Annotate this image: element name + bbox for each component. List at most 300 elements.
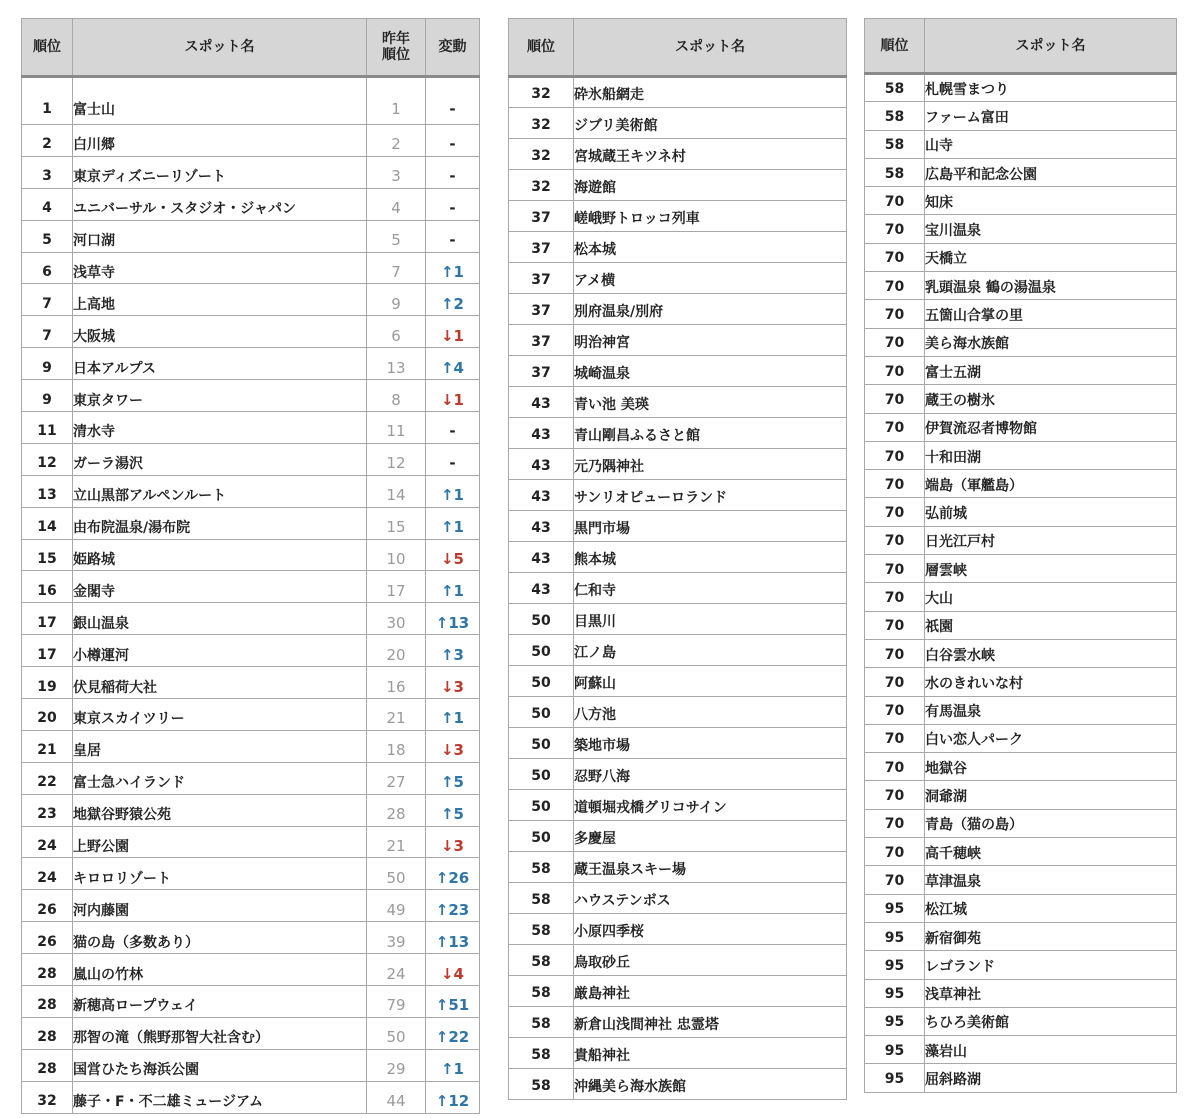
spot-name-cell: 忍野八海 — [574, 759, 847, 790]
rank-cell: 50 — [509, 790, 574, 821]
spot-name-cell: 阿蘇山 — [574, 666, 847, 697]
spot-name-cell: ファーム富田 — [925, 102, 1177, 130]
rank-cell: 11 — [22, 412, 73, 444]
table-row — [22, 475, 480, 507]
spot-name-cell: 浅草神社 — [925, 979, 1177, 1007]
table-row — [22, 412, 480, 444]
spot-name-cell: 上野公園 — [73, 826, 367, 858]
table-row — [509, 480, 847, 511]
table-row — [22, 667, 480, 699]
spot-name-cell: 大阪城 — [73, 316, 367, 348]
header-spot-name: スポット名 — [73, 19, 367, 77]
table-row — [865, 583, 1177, 611]
table-row — [509, 697, 847, 728]
table-row — [865, 555, 1177, 583]
change-cell: - — [426, 125, 480, 157]
rank-cell: 21 — [22, 730, 73, 762]
table-row — [865, 781, 1177, 809]
table-row — [509, 1007, 847, 1038]
rank-cell: 12 — [22, 443, 73, 475]
rank-cell: 70 — [865, 526, 925, 554]
rank-cell: 50 — [509, 635, 574, 666]
rank-cell: 32 — [509, 108, 574, 139]
spot-name-cell: 金閣寺 — [73, 571, 367, 603]
rank-cell: 95 — [865, 1007, 925, 1035]
rank-cell: 70 — [865, 498, 925, 526]
rank-cell: 95 — [865, 922, 925, 950]
spot-name-cell: 端島（軍艦島） — [925, 470, 1177, 498]
rank-cell: 50 — [509, 604, 574, 635]
header-prev-line1: 昨年 — [382, 31, 410, 47]
rank-cell: 58 — [509, 852, 574, 883]
rank-cell: 6 — [22, 252, 73, 284]
table-row — [865, 102, 1177, 130]
change-cell: ↓4 — [426, 954, 480, 986]
rank-cell: 58 — [865, 158, 925, 186]
spot-name-cell: 厳島神社 — [574, 976, 847, 1007]
spot-name-cell: 河口湖 — [73, 220, 367, 252]
spot-name-cell: 草津温泉 — [925, 866, 1177, 894]
table-row — [509, 356, 847, 387]
rank-cell: 50 — [509, 697, 574, 728]
table-row — [865, 838, 1177, 866]
table-row — [509, 511, 847, 542]
spot-name-cell: 道頓堀戎橋グリコサイン — [574, 790, 847, 821]
rank-cell: 70 — [865, 753, 925, 781]
spot-name-cell: 宮城蔵王キツネ村 — [574, 139, 847, 170]
table-row — [865, 130, 1177, 158]
table-row — [509, 263, 847, 294]
spot-name-cell: 東京タワー — [73, 380, 367, 412]
rank-cell: 58 — [509, 1069, 574, 1100]
rank-cell: 37 — [509, 263, 574, 294]
spot-name-cell: 江ノ島 — [574, 635, 847, 666]
table-row — [509, 573, 847, 604]
rank-cell: 70 — [865, 781, 925, 809]
previous-rank-cell: 49 — [367, 890, 426, 922]
table-row — [22, 380, 480, 412]
table-row — [22, 890, 480, 922]
spot-name-cell: 目黒川 — [574, 604, 847, 635]
table-row — [865, 441, 1177, 469]
change-cell: ↑1 — [426, 699, 480, 731]
table-row — [22, 794, 480, 826]
change-cell: ↓3 — [426, 826, 480, 858]
spot-name-cell: 山寺 — [925, 130, 1177, 158]
previous-rank-cell: 7 — [367, 252, 426, 284]
table-row — [865, 1007, 1177, 1035]
table-row — [865, 300, 1177, 328]
table-row — [865, 187, 1177, 215]
rank-cell: 43 — [509, 511, 574, 542]
rank-cell: 58 — [509, 945, 574, 976]
previous-rank-cell: 5 — [367, 220, 426, 252]
spot-name-cell: 元乃隅神社 — [574, 449, 847, 480]
spot-name-cell: 白い恋人パーク — [925, 724, 1177, 752]
change-cell: ↑5 — [426, 762, 480, 794]
rank-cell: 70 — [865, 611, 925, 639]
rank-cell: 43 — [509, 480, 574, 511]
previous-rank-cell: 1 — [367, 77, 426, 125]
rank-cell: 24 — [22, 858, 73, 890]
spot-name-cell: 水のきれいな村 — [925, 668, 1177, 696]
spot-name-cell: 貴船神社 — [574, 1038, 847, 1069]
rank-cell: 37 — [509, 294, 574, 325]
spot-name-cell: 沖縄美ら海水族館 — [574, 1069, 847, 1100]
previous-rank-cell: 50 — [367, 1017, 426, 1049]
change-cell: ↓1 — [426, 380, 480, 412]
spot-name-cell: 青い池 美瑛 — [574, 387, 847, 418]
rank-cell: 7 — [22, 316, 73, 348]
spot-name-cell: 五箇山合掌の里 — [925, 300, 1177, 328]
previous-rank-cell: 4 — [367, 188, 426, 220]
previous-rank-cell: 8 — [367, 380, 426, 412]
table-row — [22, 730, 480, 762]
spot-name-cell: 美ら海水族館 — [925, 328, 1177, 356]
change-cell: ↑51 — [426, 986, 480, 1018]
previous-rank-cell: 3 — [367, 156, 426, 188]
table-row — [22, 125, 480, 157]
rank-cell: 70 — [865, 696, 925, 724]
spot-name-cell: 築地市場 — [574, 728, 847, 759]
table-row — [509, 976, 847, 1007]
spot-name-cell: 屈斜路湖 — [925, 1064, 1177, 1092]
previous-rank-cell: 20 — [367, 635, 426, 667]
rank-cell: 7 — [22, 284, 73, 316]
previous-rank-cell: 14 — [367, 475, 426, 507]
change-cell: ↑22 — [426, 1017, 480, 1049]
previous-rank-cell: 79 — [367, 986, 426, 1018]
rank-cell: 43 — [509, 387, 574, 418]
table-row — [509, 1069, 847, 1100]
table-row — [509, 449, 847, 480]
change-cell: ↑1 — [426, 507, 480, 539]
table-row — [509, 728, 847, 759]
table-row — [22, 603, 480, 635]
rank-cell: 70 — [865, 441, 925, 469]
table-row — [865, 158, 1177, 186]
previous-rank-cell: 18 — [367, 730, 426, 762]
table-row — [509, 294, 847, 325]
header-rank: 順位 — [865, 19, 925, 74]
spot-name-cell: 別府温泉/別府 — [574, 294, 847, 325]
rank-cell: 28 — [22, 986, 73, 1018]
table-row — [865, 243, 1177, 271]
table-row — [22, 284, 480, 316]
table-row — [22, 826, 480, 858]
table-row — [509, 77, 847, 108]
rank-cell: 70 — [865, 243, 925, 271]
spot-name-cell: 富士五湖 — [925, 356, 1177, 384]
spot-name-cell: 大山 — [925, 583, 1177, 611]
rank-cell: 70 — [865, 300, 925, 328]
table-row — [22, 77, 480, 125]
spot-name-cell: ハウステンボス — [574, 883, 847, 914]
header-change: 変動 — [426, 19, 480, 77]
table-header-row — [509, 19, 847, 77]
rank-cell: 9 — [22, 380, 73, 412]
rank-cell: 43 — [509, 573, 574, 604]
table-row — [865, 639, 1177, 667]
change-cell: ↑1 — [426, 252, 480, 284]
previous-rank-cell: 29 — [367, 1049, 426, 1081]
spot-name-cell: 層雲峡 — [925, 555, 1177, 583]
rank-cell: 50 — [509, 821, 574, 852]
spot-name-cell: 多慶屋 — [574, 821, 847, 852]
table-row — [22, 762, 480, 794]
table-row — [509, 232, 847, 263]
rank-cell: 28 — [22, 954, 73, 986]
table-row — [22, 922, 480, 954]
table-row — [865, 1036, 1177, 1064]
rank-cell: 14 — [22, 507, 73, 539]
spot-name-cell: 松本城 — [574, 232, 847, 263]
previous-rank-cell: 21 — [367, 699, 426, 731]
rank-cell: 28 — [22, 1017, 73, 1049]
spot-name-cell: 洞爺湖 — [925, 781, 1177, 809]
table-row — [865, 272, 1177, 300]
rank-cell: 32 — [509, 170, 574, 201]
rank-cell: 95 — [865, 1064, 925, 1092]
spot-name-cell: 東京ディズニーリゾート — [73, 156, 367, 188]
table-row — [22, 1017, 480, 1049]
table-row — [509, 759, 847, 790]
table-row — [865, 668, 1177, 696]
table-row — [22, 1049, 480, 1081]
spot-name-cell: 祇園 — [925, 611, 1177, 639]
rank-cell: 26 — [22, 922, 73, 954]
header-rank: 順位 — [509, 19, 574, 77]
rank-cell: 58 — [865, 130, 925, 158]
table-row — [509, 604, 847, 635]
table-row — [22, 507, 480, 539]
change-cell: ↓5 — [426, 539, 480, 571]
rank-cell: 58 — [865, 102, 925, 130]
spot-name-cell: 天橋立 — [925, 243, 1177, 271]
spot-name-cell: 乳頭温泉 鶴の湯温泉 — [925, 272, 1177, 300]
rank-cell: 28 — [22, 1049, 73, 1081]
spot-name-cell: 清水寺 — [73, 412, 367, 444]
header-previous-rank — [367, 19, 426, 77]
table-row — [865, 328, 1177, 356]
rank-cell: 58 — [509, 976, 574, 1007]
previous-rank-cell: 13 — [367, 348, 426, 380]
spot-name-cell: 弘前城 — [925, 498, 1177, 526]
previous-rank-cell: 21 — [367, 826, 426, 858]
spot-name-cell: ガーラ湯沢 — [73, 443, 367, 475]
rank-cell: 32 — [509, 77, 574, 108]
rank-cell: 70 — [865, 668, 925, 696]
change-cell: - — [426, 156, 480, 188]
spot-name-cell: 新倉山浅間神社 忠霊塔 — [574, 1007, 847, 1038]
table-row — [22, 539, 480, 571]
spot-name-cell: 地獄谷 — [925, 753, 1177, 781]
table-row — [509, 542, 847, 573]
rank-cell: 17 — [22, 635, 73, 667]
rank-cell: 58 — [509, 1007, 574, 1038]
previous-rank-cell: 10 — [367, 539, 426, 571]
header-prev-line2: 順位 — [382, 47, 410, 63]
previous-rank-cell: 17 — [367, 571, 426, 603]
rank-cell: 70 — [865, 328, 925, 356]
rank-cell: 4 — [22, 188, 73, 220]
rank-cell: 43 — [509, 449, 574, 480]
rank-cell: 58 — [509, 1038, 574, 1069]
previous-rank-cell: 24 — [367, 954, 426, 986]
previous-rank-cell: 12 — [367, 443, 426, 475]
spot-name-cell: 東京スカイツリー — [73, 699, 367, 731]
spot-name-cell: ジブリ美術館 — [574, 108, 847, 139]
table-row — [509, 883, 847, 914]
table-row — [865, 724, 1177, 752]
table-row — [509, 1038, 847, 1069]
rank-cell: 70 — [865, 470, 925, 498]
table-row — [865, 753, 1177, 781]
table-header-row — [22, 19, 480, 77]
spot-name-cell: 地獄谷野猿公苑 — [73, 794, 367, 826]
table-row — [22, 316, 480, 348]
spot-name-cell: 藻岩山 — [925, 1036, 1177, 1064]
change-cell: - — [426, 188, 480, 220]
spot-name-cell: 藤子・F・不二雄ミュージアム — [73, 1081, 367, 1113]
spot-name-cell: 立山黒部アルペンルート — [73, 475, 367, 507]
spot-name-cell: 新穂高ロープウェイ — [73, 986, 367, 1018]
rank-cell: 70 — [865, 555, 925, 583]
header-spot-name: スポット名 — [574, 19, 847, 77]
spot-name-cell: ユニバーサル・スタジオ・ジャパン — [73, 188, 367, 220]
table-row — [509, 108, 847, 139]
spot-name-cell: 黒門市場 — [574, 511, 847, 542]
rank-cell: 70 — [865, 809, 925, 837]
table-row — [22, 220, 480, 252]
rank-cell: 70 — [865, 356, 925, 384]
table-row — [865, 951, 1177, 979]
table-row — [509, 325, 847, 356]
previous-rank-cell: 27 — [367, 762, 426, 794]
spot-name-cell: 蔵王の樹氷 — [925, 385, 1177, 413]
table-row — [22, 699, 480, 731]
change-cell: ↑1 — [426, 571, 480, 603]
previous-rank-cell: 30 — [367, 603, 426, 635]
rank-cell: 32 — [509, 139, 574, 170]
table-row — [509, 418, 847, 449]
previous-rank-cell: 44 — [367, 1081, 426, 1113]
rank-cell: 23 — [22, 794, 73, 826]
rank-cell: 1 — [22, 77, 73, 125]
rank-cell: 95 — [865, 951, 925, 979]
rank-cell: 95 — [865, 979, 925, 1007]
spot-name-cell: 新宿御苑 — [925, 922, 1177, 950]
spot-name-cell: 鳥取砂丘 — [574, 945, 847, 976]
header-rank: 順位 — [22, 19, 73, 77]
rank-cell: 43 — [509, 418, 574, 449]
change-cell: - — [426, 220, 480, 252]
spot-name-cell: 銀山温泉 — [73, 603, 367, 635]
spot-name-cell: 熊本城 — [574, 542, 847, 573]
previous-rank-cell: 39 — [367, 922, 426, 954]
table-row — [865, 979, 1177, 1007]
rank-cell: 26 — [22, 890, 73, 922]
rank-cell: 22 — [22, 762, 73, 794]
table-row — [865, 696, 1177, 724]
spot-name-cell: レゴランド — [925, 951, 1177, 979]
spot-name-cell: 八方池 — [574, 697, 847, 728]
spot-name-cell: 伏見稲荷大社 — [73, 667, 367, 699]
previous-rank-cell: 11 — [367, 412, 426, 444]
change-cell: ↑1 — [426, 475, 480, 507]
spot-name-cell: 松江城 — [925, 894, 1177, 922]
spot-name-cell: 海遊館 — [574, 170, 847, 201]
spot-name-cell: 広島平和記念公園 — [925, 158, 1177, 186]
change-cell: - — [426, 77, 480, 125]
table-row — [22, 635, 480, 667]
spot-name-cell: 姫路城 — [73, 539, 367, 571]
table-row — [509, 852, 847, 883]
ranking-table-2 — [508, 18, 847, 1100]
rank-cell: 58 — [509, 914, 574, 945]
spot-name-cell: 日本アルプス — [73, 348, 367, 380]
spot-name-cell: 白川郷 — [73, 125, 367, 157]
rank-cell: 15 — [22, 539, 73, 571]
table-row — [865, 809, 1177, 837]
spot-name-cell: 猫の島（多数あり） — [73, 922, 367, 954]
spot-name-cell: 日光江戸村 — [925, 526, 1177, 554]
spot-name-cell: キロロリゾート — [73, 858, 367, 890]
spot-name-cell: 札幌雪まつり — [925, 74, 1177, 102]
rank-cell: 95 — [865, 894, 925, 922]
rank-cell: 37 — [509, 325, 574, 356]
change-cell: ↑4 — [426, 348, 480, 380]
previous-rank-cell: 50 — [367, 858, 426, 890]
rank-cell: 70 — [865, 866, 925, 894]
spot-name-cell: 伊賀流忍者博物館 — [925, 413, 1177, 441]
spot-name-cell: 十和田湖 — [925, 441, 1177, 469]
spot-name-cell: 小樽運河 — [73, 635, 367, 667]
rank-cell: 24 — [22, 826, 73, 858]
rank-cell: 70 — [865, 215, 925, 243]
rank-cell: 70 — [865, 272, 925, 300]
spot-name-cell: 青山剛昌ふるさと館 — [574, 418, 847, 449]
rank-cell: 16 — [22, 571, 73, 603]
spot-name-cell: 富士急ハイランド — [73, 762, 367, 794]
spot-name-cell: 河内藤園 — [73, 890, 367, 922]
spot-name-cell: 小原四季桜 — [574, 914, 847, 945]
spot-name-cell: 嵐山の竹林 — [73, 954, 367, 986]
table-row — [509, 790, 847, 821]
spot-name-cell: サンリオピューロランド — [574, 480, 847, 511]
spot-name-cell: 浅草寺 — [73, 252, 367, 284]
rank-cell: 37 — [509, 201, 574, 232]
spot-name-cell: 皇居 — [73, 730, 367, 762]
change-cell: ↓1 — [426, 316, 480, 348]
table-row — [865, 385, 1177, 413]
rank-cell: 43 — [509, 542, 574, 573]
spot-name-cell: 仁和寺 — [574, 573, 847, 604]
previous-rank-cell: 16 — [367, 667, 426, 699]
table-row — [865, 1064, 1177, 1092]
change-cell: ↑3 — [426, 635, 480, 667]
rank-cell: 50 — [509, 759, 574, 790]
spot-name-cell: 国営ひたち海浜公園 — [73, 1049, 367, 1081]
spot-name-cell: アメ横 — [574, 263, 847, 294]
table-row — [22, 348, 480, 380]
table-header-row — [865, 19, 1177, 74]
rank-cell: 9 — [22, 348, 73, 380]
table-row — [22, 858, 480, 890]
table-row — [865, 922, 1177, 950]
change-cell: ↑13 — [426, 603, 480, 635]
table-row — [22, 954, 480, 986]
